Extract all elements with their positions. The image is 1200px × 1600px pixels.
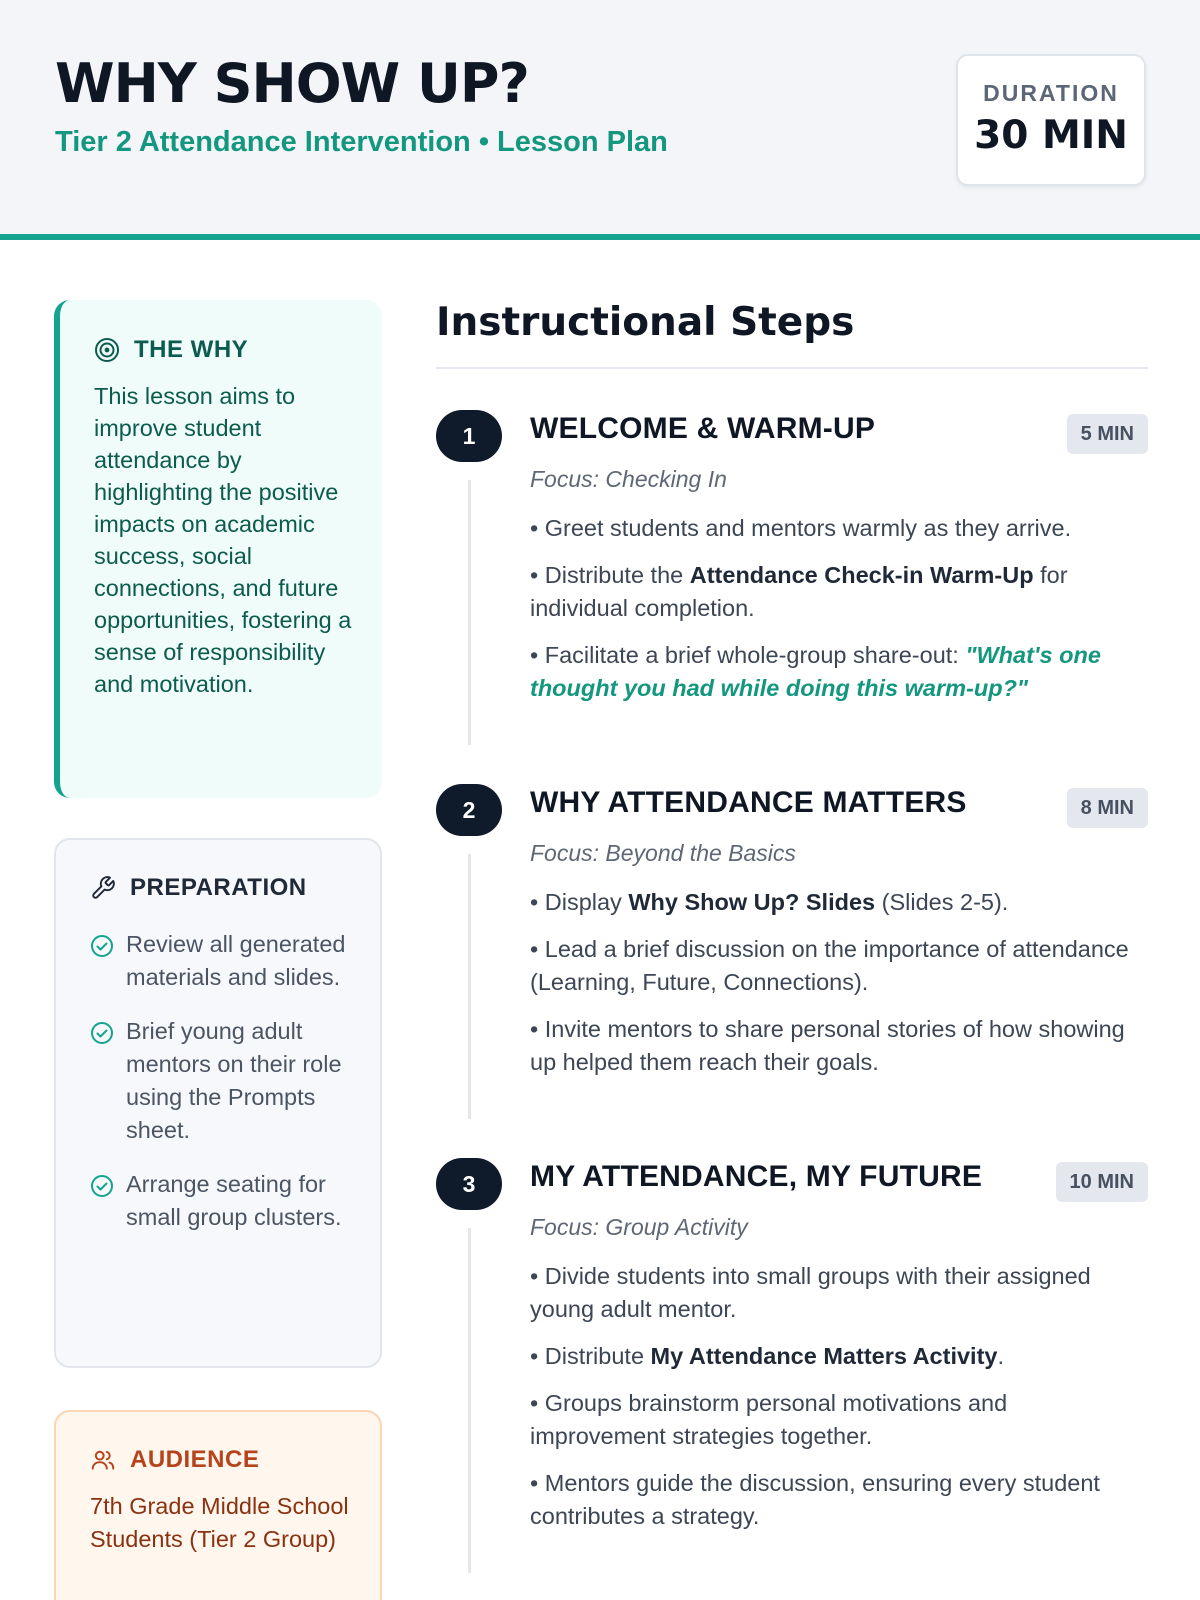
bullet: • Display Why Show Up? Slides (Slides 2-5). [530,889,1009,915]
step-number: 2 [436,784,502,836]
bullet: • Greet students and mentors warmly as they arrive. [530,515,1072,541]
page-subtitle: Tier 2 Attendance Intervention • Lesson Plan [55,126,668,158]
bullet: • Groups brainstorm personal motivations and improvement strategies together. [530,1390,1008,1449]
bullet: • Facilitate a brief whole-group share-out: "What's one thought you had while doing this warm-up?" [530,642,1101,701]
step-bullets [530,512,1148,719]
step-title: WELCOME & WARM-UP [530,412,876,445]
duration-value: 30 MIN [974,113,1128,158]
users-icon [90,1447,116,1473]
step-connector [468,1228,471,1573]
list-item [90,1168,360,1234]
target-icon [94,337,120,363]
step-1 [436,410,1148,750]
why-heading [94,336,248,364]
bullet: • Invite mentors to share personal stories of how showing up helped them reach their goals. [530,1016,1125,1075]
step-time-badge: 5 MIN [1067,414,1148,454]
why-card [54,300,382,798]
preparation-card [54,838,382,1368]
bullet: • Divide students into small groups with their assigned young adult mentor. [530,1263,1091,1322]
step-focus: Focus: Checking In [530,466,727,492]
steps-title: Instructional Steps [436,300,855,345]
step-focus: Focus: Group Activity [530,1214,748,1240]
step-focus: Focus: Beyond the Basics [530,840,796,866]
preparation-item-text: Arrange seating for small group clusters. [126,1171,342,1230]
why-text: This lesson aims to improve student attendance by highlighting the positive impacts on academic success, social connections, and future opportunities, fostering a sense of responsibility and motivation. [94,383,352,697]
wrench-icon [90,875,116,901]
preparation-list [90,928,360,1255]
audience-card [54,1410,382,1600]
why-heading-label: THE WHY [134,336,249,363]
duration-box [956,54,1146,186]
step-title: WHY ATTENDANCE MATTERS [530,786,967,819]
check-circle-icon [90,1021,114,1045]
step-2 [436,784,1148,1124]
duration-label: DURATION [983,80,1119,106]
bullet: • Distribute the Attendance Check-in Warm-Up for individual completion. [530,562,1068,621]
audience-heading-label: AUDIENCE [130,1446,260,1473]
page-header [0,0,1200,240]
preparation-heading [90,874,307,902]
step-bullets [530,1260,1148,1547]
bullet: • Distribute My Attendance Matters Activity. [530,1343,1005,1369]
bullet: • Lead a brief discussion on the importance of attendance (Learning, Future, Connections). [530,936,1129,995]
preparation-item-text: Review all generated materials and slides. [126,931,346,990]
step-3 [436,1158,1148,1578]
step-number: 1 [436,410,502,462]
audience-text: 7th Grade Middle School Students (Tier 2 Group) [90,1493,349,1552]
step-number: 3 [436,1158,502,1210]
step-bullets [530,886,1148,1093]
bullet: • Mentors guide the discussion, ensuring every student contributes a strategy. [530,1470,1100,1529]
divider [436,367,1148,369]
list-item [90,1015,360,1147]
step-connector [468,854,471,1119]
step-time-badge: 10 MIN [1056,1162,1148,1202]
step-time-badge: 8 MIN [1067,788,1148,828]
preparation-heading-label: PREPARATION [130,874,307,901]
page-title: WHY SHOW UP? [55,52,529,115]
check-circle-icon [90,934,114,958]
preparation-item-text: Brief young adult mentors on their role using the Prompts sheet. [126,1018,342,1143]
list-item [90,928,360,994]
check-circle-icon [90,1174,114,1198]
step-connector [468,480,471,745]
audience-heading [90,1446,259,1474]
step-title: MY ATTENDANCE, MY FUTURE [530,1160,983,1193]
